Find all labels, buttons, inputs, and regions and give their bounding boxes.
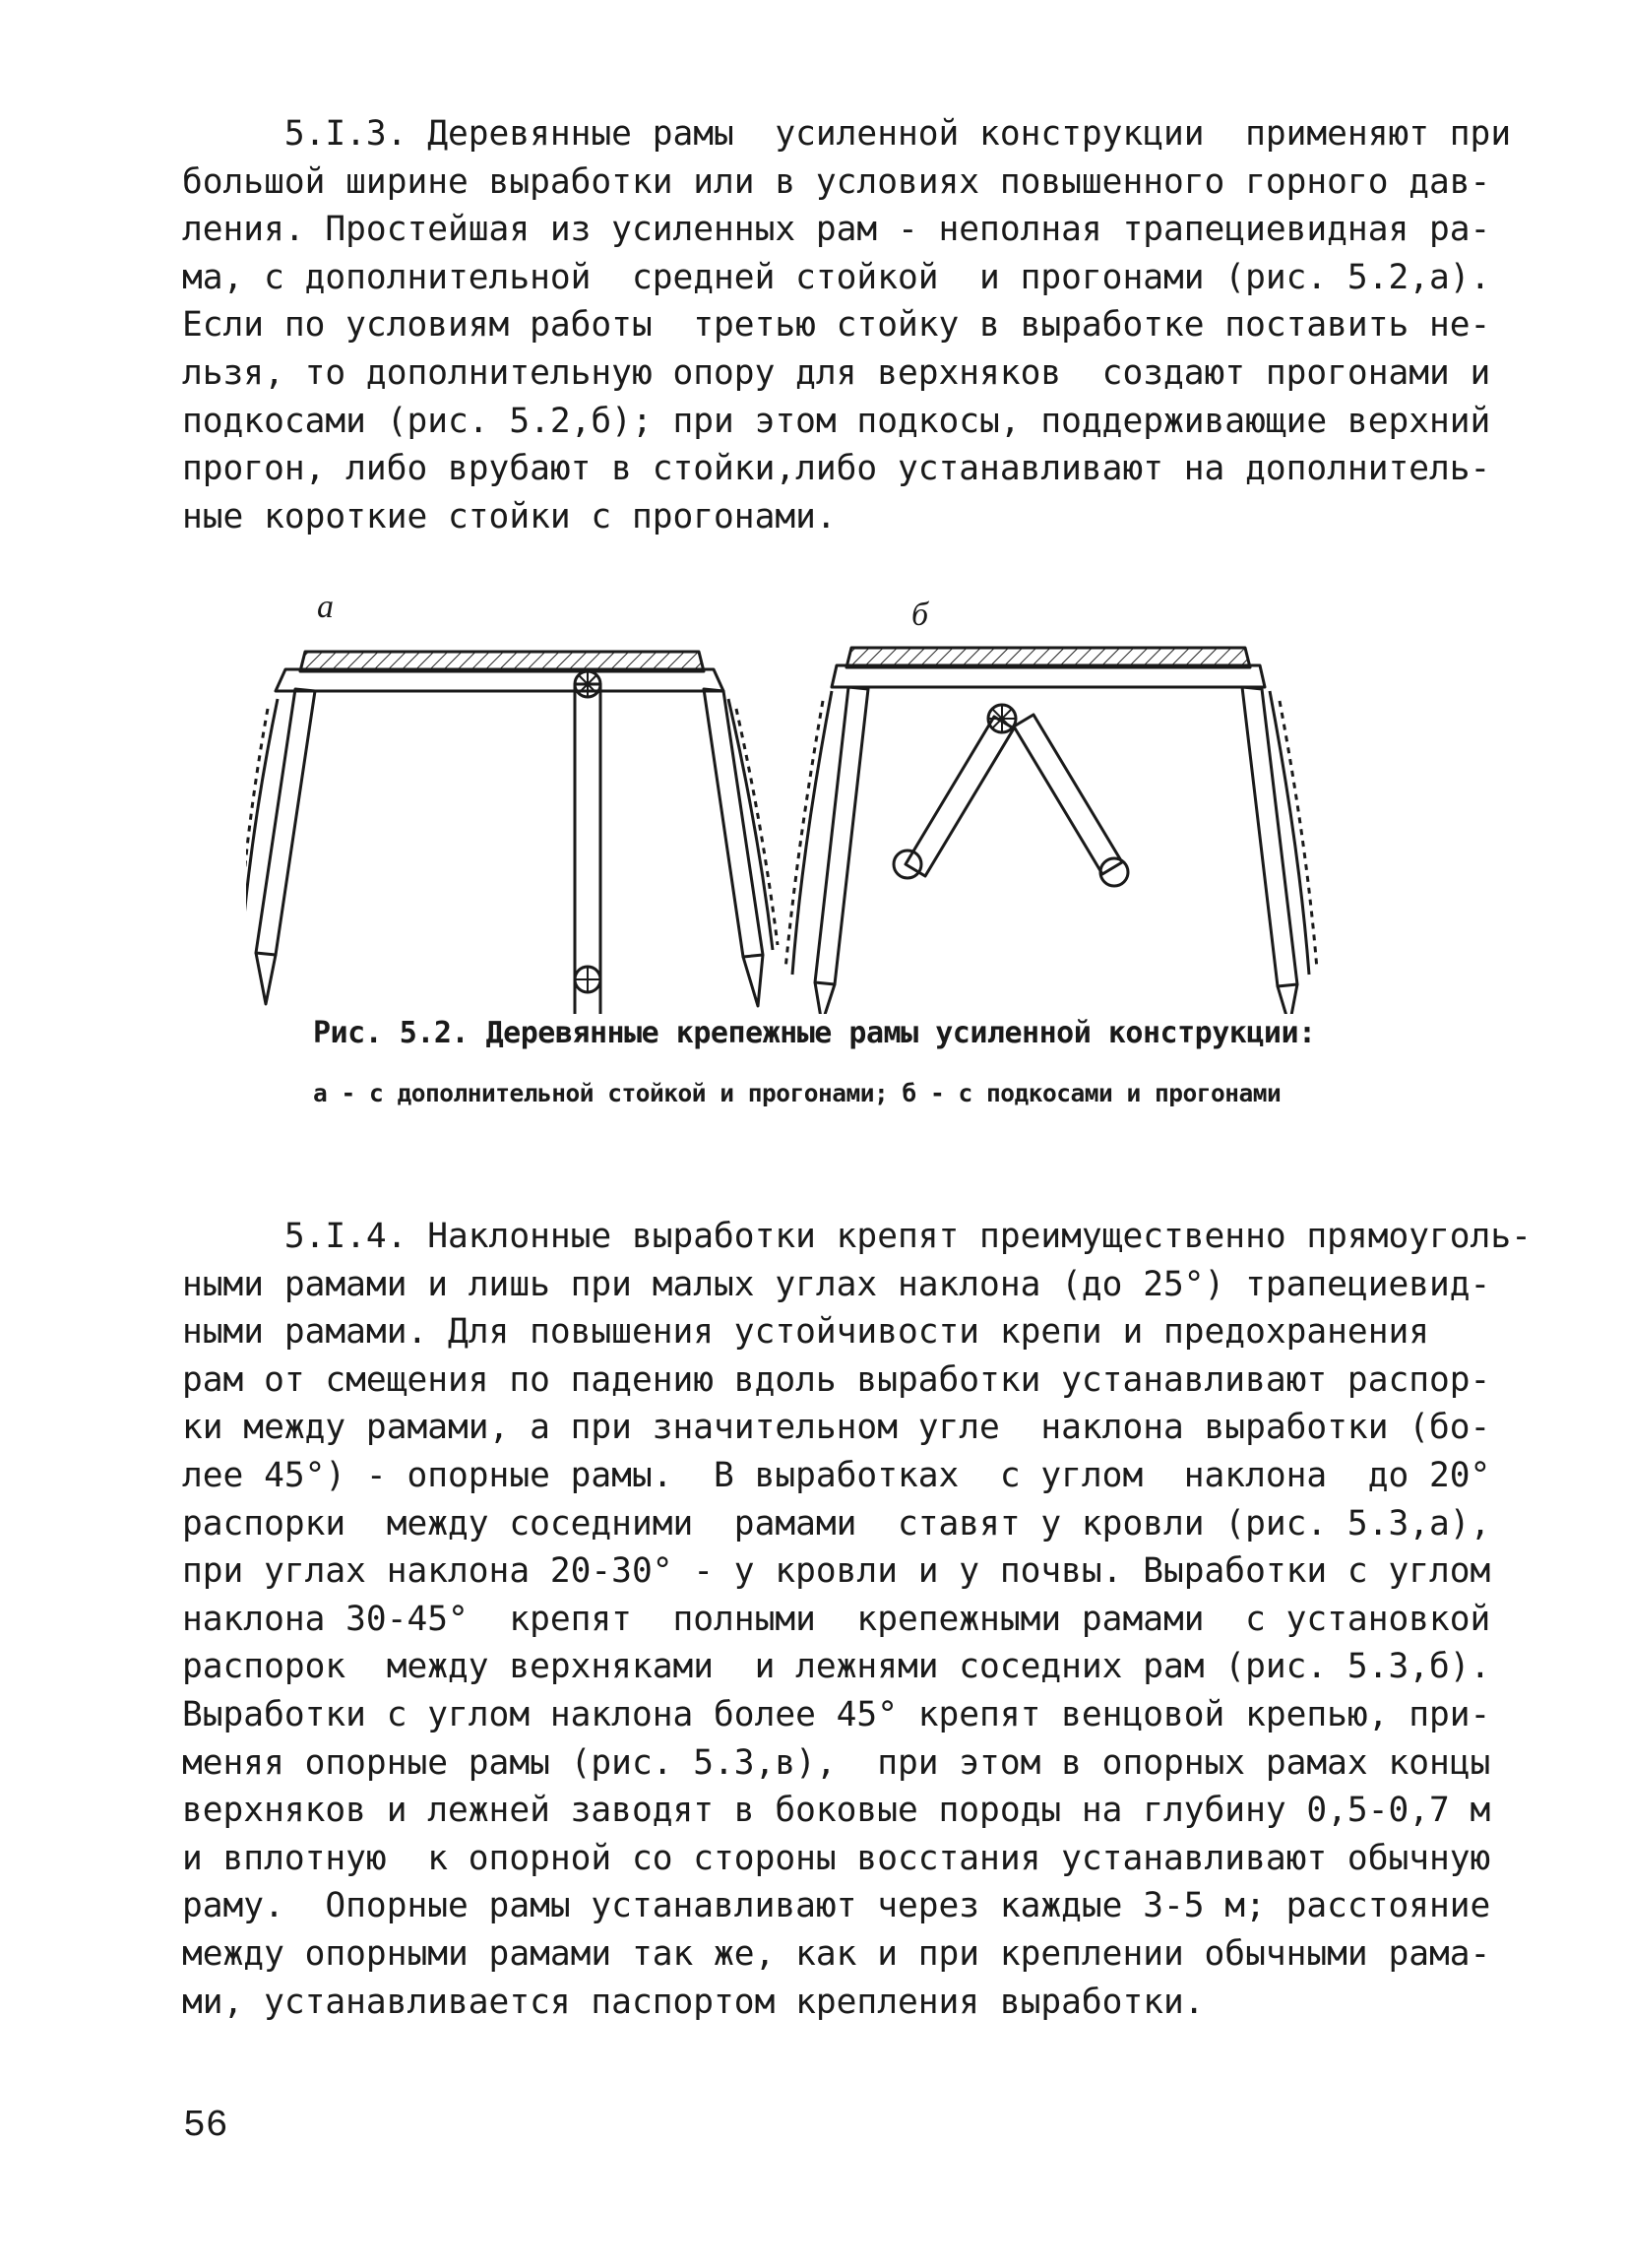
frame-a-middle-post: [575, 684, 600, 1014]
frame-a-left-post: [256, 689, 315, 955]
figure-label-a: а: [317, 589, 334, 625]
text-line: подкосами (рис. 5.2,б); при этом подкосы, поддерживающие верхний: [182, 401, 1491, 441]
text-line: распорок между верхняками и лежнями соседних рам (рис. 5.3,б).: [182, 1647, 1491, 1687]
figure-label-b: б: [911, 597, 929, 633]
text-line: 5.I.4. Наклонные выработки крепят преимущественно прямоуголь-: [182, 1217, 1532, 1256]
text-line: ки между рамами, а при значительном угле наклона выработки (бо-: [182, 1408, 1491, 1448]
text-line: ными рамами и лишь при малых углах наклона (до 25°) трапециевид-: [182, 1264, 1491, 1304]
text-line: меняя опорные рамы (рис. 5.3,в), при этом в опорных рамах концы: [182, 1742, 1491, 1783]
text-line: и вплотную к опорной со стороны восстания устанавливают обычную: [182, 1838, 1491, 1878]
text-line: раму. Опорные рамы устанавливают через каждые 3-5 м; расстояние: [182, 1886, 1491, 1926]
text-line: большой ширине выработки или в условиях повышенного горного дав-: [182, 161, 1491, 202]
frame-b-left-strut: [906, 717, 1014, 876]
text-line: 5.I.3. Деревянные рамы усиленной конструкции применяют при: [182, 114, 1512, 154]
frame-b-right-strut: [1014, 715, 1122, 874]
text-line: наклона 30-45° крепят полными крепежными рамами с установкой: [182, 1599, 1491, 1639]
text-line: при углах наклона 20-30° - у кровли и у почвы. Выработки с углом: [182, 1551, 1491, 1592]
text-line: ными рамами. Для повышения устойчивости крепи и предохранения: [182, 1312, 1430, 1353]
text-line: льзя, то дополнительную опору для верхняков создают прогонами и: [182, 352, 1491, 393]
text-line: рам от смещения по падению вдоль выработки устанавливают распор-: [182, 1359, 1491, 1400]
text-line: ления. Простейшая из усиленных рам - неполная трапециевидная ра-: [182, 210, 1491, 250]
frame-a-drawing: [246, 652, 778, 1014]
text-line: ми, устанавливается паспортом крепления выработки.: [182, 1982, 1205, 2022]
text-line: Если по условиям работы третью стойку в выработке поставить не-: [182, 305, 1491, 346]
page-number: 56: [183, 2105, 228, 2147]
figure-caption-legend: а - с дополнительной стойкой и прогонами; б - с подкосами и прогонами: [313, 1079, 1282, 1107]
figure-caption: Рис. 5.2. Деревянные крепежные рамы усиленной конструкции:: [313, 1016, 1316, 1050]
frame-b-right-post: [1242, 687, 1297, 986]
text-line: прогон, либо врубают в стойки,либо устанавливают на дополнитель-: [182, 449, 1491, 489]
text-line: между опорными рамами так же, как и при креплении обычными рама-: [182, 1933, 1491, 1974]
frame-b-drawing: [785, 648, 1317, 1014]
paragraph-5-1-4: [182, 1213, 1532, 2026]
text-line: Выработки с углом наклона более 45° крепят венцовой крепью, при-: [182, 1694, 1491, 1734]
text-line: лее 45°) - опорные рамы. В выработках с углом наклона до 20°: [182, 1455, 1491, 1495]
text-line: ные короткие стойки с прогонами.: [182, 496, 837, 536]
text-line: распорки между соседними рамами ставят у кровли (рис. 5.3,а),: [182, 1503, 1491, 1544]
timber-frames-figure: [246, 630, 1329, 1014]
paragraph-5-1-3: [182, 110, 1512, 540]
text-line: ма, с дополнительной средней стойкой и прогонами (рис. 5.2,а).: [182, 257, 1491, 297]
text-line: верхняков и лежней заводят в боковые породы на глубину 0,5-0,7 м: [182, 1791, 1491, 1831]
